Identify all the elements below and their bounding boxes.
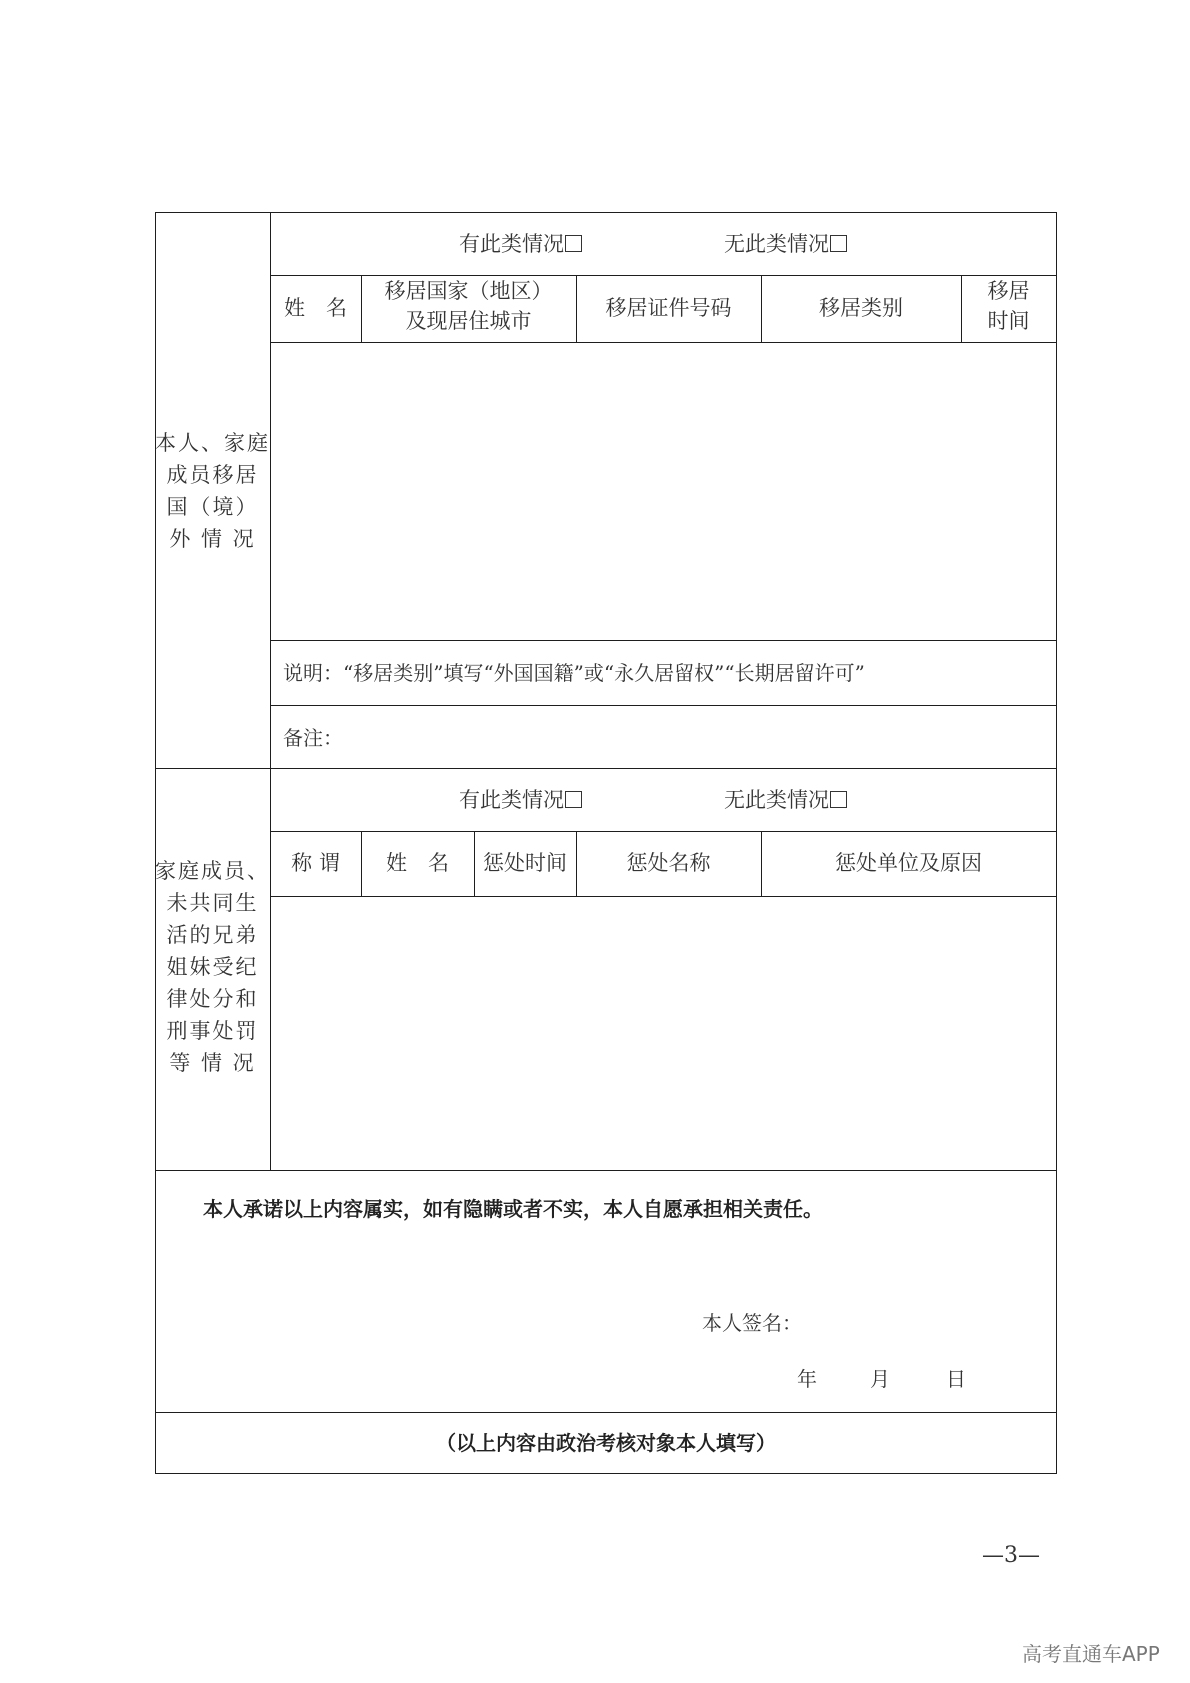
table-bottom-border bbox=[155, 1473, 1057, 1474]
has-case-checkbox[interactable] bbox=[565, 235, 582, 252]
header-country-line: 及现居住城市 bbox=[405, 309, 532, 333]
has-case-checkbox[interactable] bbox=[565, 791, 582, 808]
label-line: 外 情 况 bbox=[169, 527, 256, 551]
date-year-label: 年 bbox=[797, 1367, 817, 1391]
table-left-border bbox=[155, 212, 156, 1474]
label-line: 等 情 况 bbox=[169, 1051, 256, 1075]
remarks-field[interactable]: 备注： bbox=[283, 726, 343, 750]
date-month-label: 月 bbox=[870, 1367, 890, 1391]
header-category: 移居类别 bbox=[819, 296, 903, 320]
label-line: 刑事处罚 bbox=[166, 1019, 259, 1043]
has-case-option[interactable] bbox=[459, 785, 582, 815]
header-country bbox=[361, 276, 576, 336]
header-punish-time: 惩处时间 bbox=[483, 851, 567, 875]
section1-entry-area[interactable] bbox=[271, 343, 1056, 640]
signature-field[interactable] bbox=[806, 1306, 1006, 1338]
has-case-option[interactable] bbox=[459, 229, 582, 259]
header-punishment: 惩处名称 bbox=[626, 851, 711, 875]
header-cert-no: 移居证件号码 bbox=[605, 296, 732, 320]
has-case-label: 有此类情况 bbox=[459, 232, 564, 256]
section2-entry-area[interactable] bbox=[271, 897, 1056, 1170]
section-divider bbox=[155, 768, 1057, 769]
header-time-line: 时间 bbox=[987, 309, 1030, 333]
has-case-label: 有此类情况 bbox=[459, 788, 564, 812]
row-divider bbox=[270, 705, 1057, 706]
header-name: 姓 名 bbox=[386, 851, 449, 875]
table-right-border bbox=[1056, 212, 1057, 1474]
label-line: 本人、家庭 bbox=[155, 431, 270, 455]
header-country-line: 移居国家（地区） bbox=[384, 279, 553, 303]
label-line: 律处分和 bbox=[166, 987, 259, 1011]
section2-label bbox=[155, 855, 270, 1079]
row-divider bbox=[270, 831, 1057, 832]
section-divider bbox=[155, 1412, 1057, 1413]
no-case-checkbox[interactable] bbox=[830, 791, 847, 808]
signature-label: 本人签名： bbox=[702, 1311, 802, 1335]
category-note: 说明：“移居类别”填写“外国国籍”或“永久居留权”“长期居留许可” bbox=[283, 661, 865, 685]
header-name: 姓 名 bbox=[284, 296, 347, 320]
header-unit-reason: 惩处单位及原因 bbox=[835, 851, 982, 875]
label-line: 国（境） bbox=[166, 495, 259, 519]
fill-note: （以上内容由政治考核对象本人填写） bbox=[436, 1431, 776, 1455]
label-line: 成员移居 bbox=[166, 463, 259, 487]
no-case-label: 无此类情况 bbox=[724, 232, 829, 256]
header-time-line: 移居 bbox=[987, 279, 1030, 303]
commitment-statement: 本人承诺以上内容属实，如有隐瞒或者不实，本人自愿承担相关责任。 bbox=[203, 1197, 823, 1221]
label-line: 未共同生 bbox=[166, 891, 259, 915]
no-case-checkbox[interactable] bbox=[830, 235, 847, 252]
date-day-label: 日 bbox=[946, 1367, 966, 1391]
header-time bbox=[961, 276, 1056, 336]
section1-label bbox=[155, 427, 270, 555]
section-divider bbox=[155, 1170, 1057, 1171]
label-line: 姐妹受纪 bbox=[166, 955, 259, 979]
no-case-option[interactable] bbox=[724, 229, 847, 259]
header-relation: 称 谓 bbox=[291, 851, 340, 875]
label-line: 家庭成员、 bbox=[155, 859, 270, 883]
no-case-option[interactable] bbox=[724, 785, 847, 815]
watermark-text: 高考直通车APP bbox=[1022, 1642, 1160, 1666]
label-line: 活的兄弟 bbox=[166, 923, 259, 947]
page-number: —3— bbox=[982, 1543, 1040, 1568]
table-top-border bbox=[155, 212, 1057, 213]
row-divider bbox=[270, 640, 1057, 641]
no-case-label: 无此类情况 bbox=[724, 788, 829, 812]
